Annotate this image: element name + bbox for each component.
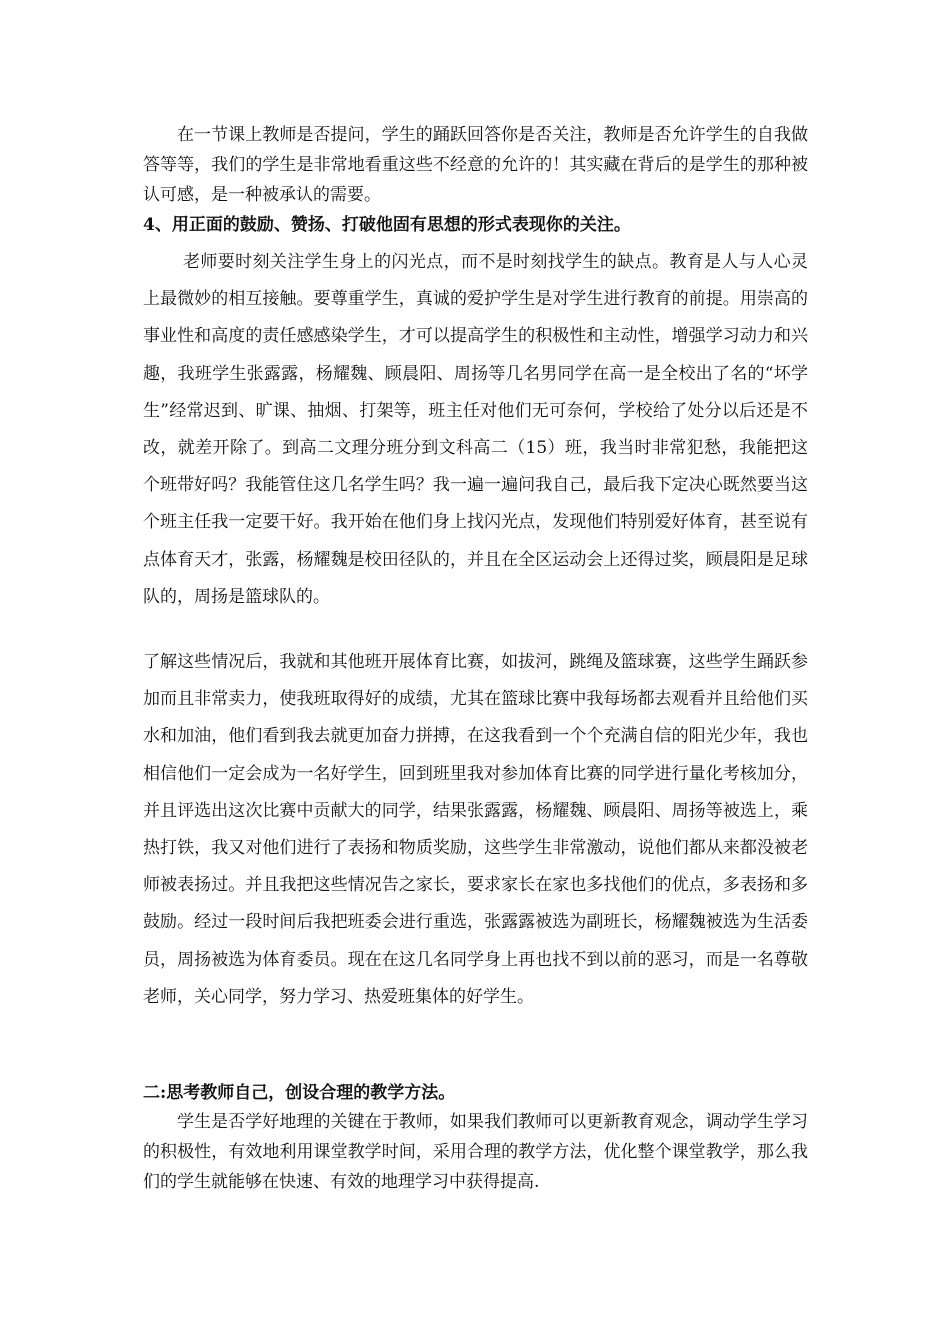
section-heading-4: 4、用正面的鼓励、赞扬、打破他固有思想的形式表现你的关注。 — [143, 215, 631, 235]
paragraph-attention-recognition: 在一节课上教师是否提问，学生的踊跃回答你是否关注，教师是否允许学生的自我做答等等，我们的学生是非常地看重这些不经意的允许的！其实藏在背后的是学生的那种被认可感，是一种被承认的需要。 — [143, 125, 808, 205]
paragraph-sports-competition: 了解这些情况后，我就和其他班开展体育比赛，如拔河，跳绳及篮球赛，这些学生踊跃参加而且非常卖力，使我班取得好的成绩，尤其在篮球比赛中我每场都去观看并且给他们买水和加油，他们看到我去就更加奋力拼搏，在这我看到一个个充满自信的阳光少年，我也相信他们一定会成为一名好学生，回到班里我对参加体育比赛的同学进行量化考核加分，并且评选出这次比赛中贡献大的同学，结果张露露，杨耀魏、顾晨阳、周扬等被选上，乘热打铁，我又对他们进行了表扬和物质奖励，这些学生非常激动，说他们都从来都没被老师被表扬过。并且我把这些情况告之家长，要求家长在家也多找他们的优点，多表扬和多鼓励。经过一段时间后我把班委会进行重选，张露露被选为副班长，杨耀魏被选为生活委员，周扬被选为体育委员。现在在这几名同学身上再也找不到以前的恶习，而是一名尊敬老师，关心同学，努力学习、热爱班集体的好学生。 — [143, 652, 808, 1007]
paragraph-find-bright-spots: 老师要时刻关注学生身上的闪光点，而不是时刻找学生的缺点。教育是人与人心灵上最微妙的相互接触。要尊重学生，真诚的爱护学生是对学生进行教育的前提。用崇高的事业性和高度的责任感感染学生，才可以提高学生的积极性和主动性，增强学习动力和兴趣，我班学生张露露，杨耀魏、顾晨阳、周扬等几名男同学在高一是全校出了名的“坏学生”经常迟到、旷课、抽烟、打架等，班主任对他们无可奈何，学校给了处分以后还是不改，就差开除了。到高二文理分班分到文科高二（15）班，我当时非常犯愁，我能把这个班带好吗？我能管住这几名学生吗？我一遍一遍问我自己，最后我下定决心既然要当这个班主任我一定要干好。我开始在他们身上找闪光点，发现他们特别爱好体育，甚至说有点体育天才，张露，杨耀魏是校田径队的，并且在全区运动会上还得过奖，顾晨阳是足球队的，周扬是篮球队的。 — [143, 252, 808, 607]
paragraph-teaching-methods: 学生是否学好地理的关键在于教师，如果我们教师可以更新教育观念，调动学生学习的积极性，有效地利用课堂教学时间，采用合理的教学方法，优化整个课堂教学，那么我们的学生就能够在快速、有效的地理学习中获得提高. — [143, 1112, 808, 1192]
section-heading-2: 二:思考教师自己，创设合理的教学方法。 — [143, 1083, 456, 1103]
